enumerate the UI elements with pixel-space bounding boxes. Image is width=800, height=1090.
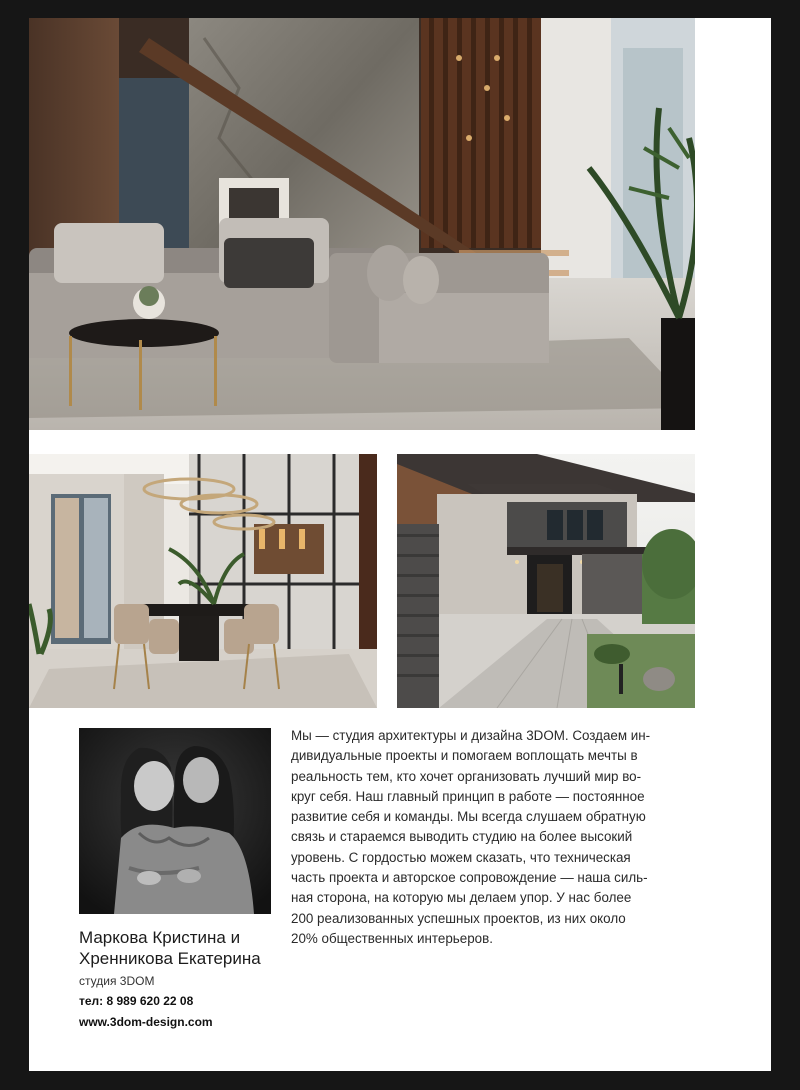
description-line: уровень. С гордостью можем сказать, что техническая	[291, 849, 631, 865]
description-line: часть проекта и авторское сопровождение — наша силь-	[291, 870, 648, 886]
description-line: развитие себя и команды. Мы всегда слушаем обратную	[291, 809, 646, 825]
magazine-page	[29, 18, 771, 1071]
author-name-line-2: Хренникова Екатерина	[79, 949, 261, 968]
dining-room-photo	[29, 454, 377, 708]
description-line: ная сторона, на которую мы делаем упор. У нас более	[291, 890, 632, 906]
description-line: реальность тем, кто хочет организовать лучший мир во-	[291, 768, 642, 784]
phone-number: тел: 8 989 620 22 08	[79, 994, 194, 1008]
authors-names	[79, 927, 319, 969]
designers-portrait-photo	[79, 728, 271, 914]
description-line: связь и стараемся выводить студию на более высокий	[291, 829, 633, 845]
description-line: дивидуальные проекты и помогаем воплощать мечты в	[291, 748, 638, 764]
house-facade-photo	[397, 454, 695, 708]
description-line: 20% общественных интерьеров.	[291, 930, 493, 946]
description-line: 200 реализованных успешных проектов, из них около	[291, 910, 626, 926]
website-link[interactable]: www.3dom-design.com	[79, 1015, 213, 1029]
studio-description	[291, 726, 691, 949]
description-line: Мы — студия архитектуры и дизайна 3DOM. Создаем ин-	[291, 728, 651, 743]
author-name-line-1: Маркова Кристина и	[79, 928, 241, 947]
living-room-photo	[29, 18, 695, 430]
description-line: круг себя. Наш главный принцип в работе — постоянное	[291, 788, 645, 804]
studio-name: студия 3DOM	[79, 974, 155, 988]
